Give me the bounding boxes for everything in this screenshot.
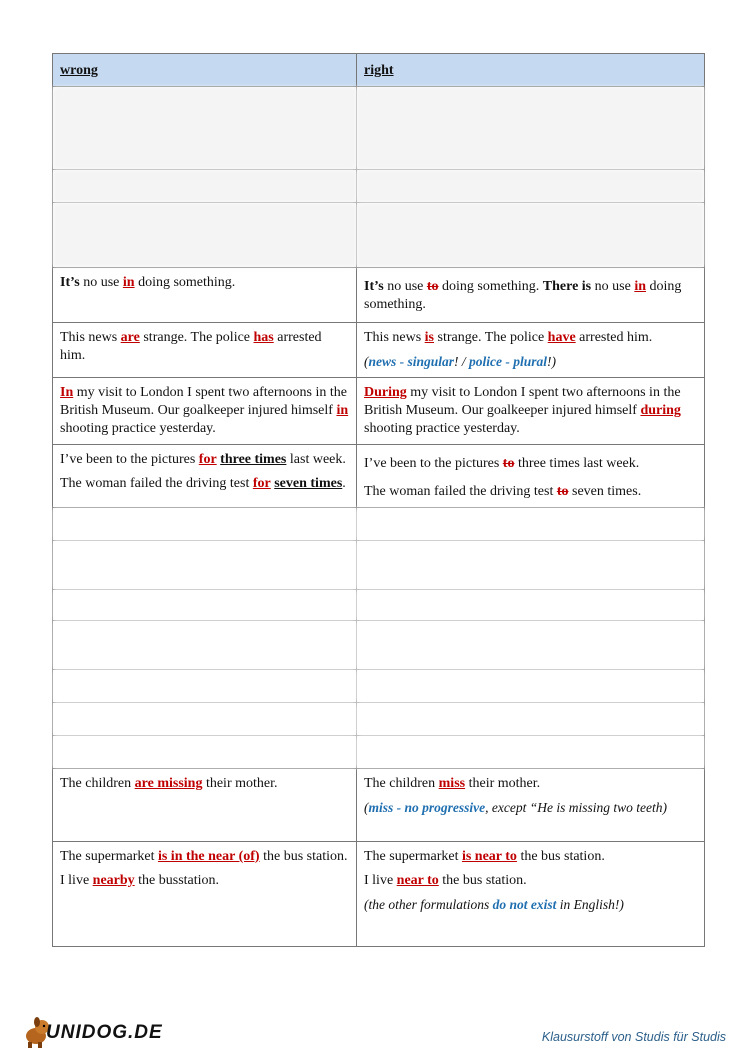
blurred-row [53,87,705,170]
header-wrong: wrong [53,54,357,87]
logo-text: UNIDOG.DE [46,1022,163,1043]
wrong-cell: The supermarket is in the near (of) the bus station. I live nearby the busstation. [53,842,357,947]
blurred-row [53,670,705,703]
right-cell: During my visit to London I spent two afternoons in the British Museum. Our goalkeeper injured himself during shooting practice yesterday. [357,378,705,445]
blurred-row [53,703,705,736]
table-row [53,323,705,378]
right-cell: It’s no use to doing something. There is no use in doing something. [357,268,705,323]
header-right: right [357,54,705,87]
wrong-cell: In my visit to London I spent two afternoons in the British Museum. Our goalkeeper injured himself in shooting practice yesterday. [53,378,357,445]
blurred-row [53,541,705,590]
blurred-row [53,203,705,268]
wrong-cell: I’ve been to the pictures for three times last week. The woman failed the driving test for seven times. [53,445,357,508]
right-cell: This news is strange. The police have arrested him. (news - singular! / police - plural!) [357,323,705,378]
table-row [53,378,705,445]
blurred-row [53,170,705,203]
blurred-row [53,621,705,670]
right-cell: The children miss their mother. (miss - no progressive, except “He is missing two teeth) [357,769,705,842]
grammar-table [52,53,705,947]
footer-tagline: Klausurstoff von Studis für Studis [541,1030,726,1044]
blurred-row [53,590,705,621]
table-row [53,268,705,323]
wrong-cell: This news are strange. The police has arrested him. [53,323,357,378]
blurred-row [53,508,705,541]
table-row [53,842,705,947]
table-row [53,445,705,508]
wrong-cell: It’s no use in doing something. [53,268,357,323]
wrong-cell: The children are missing their mother. [53,769,357,842]
watermark [700,250,740,750]
blurred-row [53,736,705,769]
right-cell: The supermarket is near to the bus station. I live near to the bus station. (the other formulations do not exist in English!) [357,842,705,947]
table-header-row [53,54,705,87]
table-row [53,769,705,842]
right-cell: I’ve been to the pictures to three times last week. The woman failed the driving test to seven times. [357,445,705,508]
